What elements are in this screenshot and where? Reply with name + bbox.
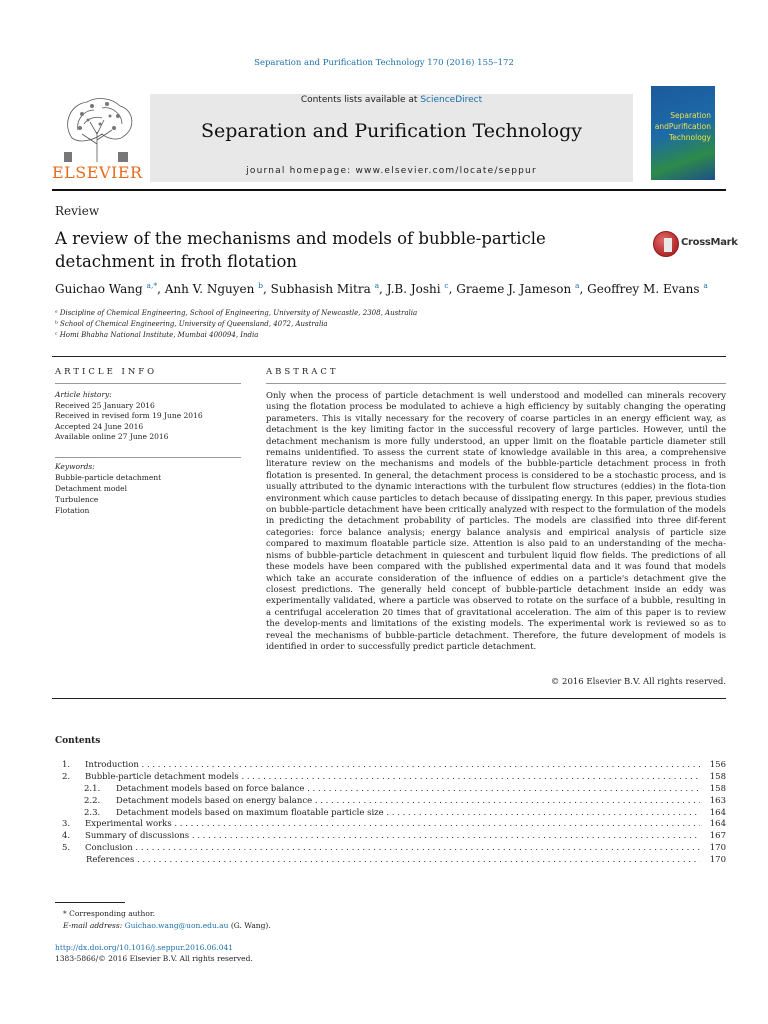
journal-title: Separation and Purification Technology — [200, 120, 582, 142]
email-suffix: (G. Wang). — [230, 920, 271, 930]
author-affiliation-mark[interactable]: a — [575, 281, 580, 290]
toc-page: 170 — [709, 843, 726, 854]
toc-entry[interactable] — [55, 843, 726, 855]
author: J.B. Joshi — [386, 282, 441, 296]
history-item: Received 25 January 2016 — [55, 400, 155, 410]
footnote — [55, 908, 271, 931]
article-info-heading: ARTICLE INFO — [55, 367, 158, 377]
divider — [55, 383, 241, 384]
doi-block — [55, 942, 253, 964]
keyword: Turbulence — [55, 495, 99, 504]
toc-title[interactable]: Detachment models based on force balance . . . — [116, 784, 700, 796]
issn-line: 1383-5866/© 2016 Elsevier B.V. All rights reserved. — [55, 954, 253, 963]
toc-entry[interactable] — [55, 796, 726, 808]
toc-number: 3. — [62, 819, 71, 830]
article-history — [55, 390, 203, 443]
toc-page: 167 — [709, 831, 726, 842]
author-list: Guichao Wang $^{a,*}$, Anh V. Nguyen $^b$, Subhasish Mitra $^a$, J.B. Joshi $^c$, Graeme J. Jameson $^a$, Geoffrey M. Evans $^a$ — [55, 281, 708, 296]
author: Geoffrey M. Evans — [587, 282, 700, 296]
abstract-copyright: © 2016 Elsevier B.V. All rights reserved. — [550, 677, 726, 687]
toc-title[interactable]: Detachment models based on maximum floatable particle size . . . — [116, 808, 700, 820]
affiliation: ᵃ Discipline of Chemical Engineering, School of Engineering, University of Newcastle, 2308, Australia — [55, 309, 418, 317]
author: Guichao Wang — [55, 282, 143, 296]
toc-title[interactable]: Conclusion . . . — [85, 843, 700, 855]
toc-number: 5. — [62, 843, 71, 854]
toc-number: 2.3. — [84, 807, 101, 818]
elsevier-logo — [52, 94, 142, 182]
journal-reference[interactable]: Separation and Purification Technology 170 (2016) 155–172 — [254, 58, 514, 68]
toc-page: 156 — [709, 760, 726, 770]
elsevier-wordmark: ELSEVIER — [52, 163, 143, 182]
journal-cover-title: Separation andPurification Technology — [654, 111, 711, 142]
contents-prefix: Contents lists available at — [300, 95, 418, 105]
divider — [52, 356, 726, 357]
divider — [55, 457, 241, 458]
homepage-url[interactable]: www.elsevier.com/locate/seppur — [355, 166, 537, 176]
affiliations — [55, 308, 417, 341]
toc-number: 2.1. — [84, 783, 101, 794]
toc-page: 163 — [709, 795, 726, 806]
toc-title[interactable]: Detachment models based on energy balance . . . — [116, 796, 700, 808]
author-affiliation-mark[interactable]: b — [258, 281, 264, 290]
keyword: Detachment model — [55, 484, 128, 493]
keyword: Flotation — [55, 506, 90, 515]
history-title: Article history: — [55, 390, 112, 399]
toc-page: 158 — [709, 783, 726, 794]
toc-entry[interactable] — [55, 772, 726, 784]
corresponding-author-note: * Corresponding author. — [63, 909, 156, 918]
keywords — [55, 461, 161, 516]
history-item: Available online 27 June 2016 — [55, 432, 169, 441]
contents-heading: Contents — [55, 736, 101, 746]
history-item: Received in revised form 19 June 2016 — [55, 411, 203, 420]
article-title: A review of the mechanisms and models of bubble-particle detachment in froth flotation — [55, 229, 546, 271]
author-affiliation-mark[interactable]: c — [444, 281, 449, 290]
header-divider — [52, 189, 726, 191]
journal-cover-image — [651, 86, 715, 180]
sciencedirect-link[interactable]: ScienceDirect — [420, 95, 483, 105]
toc-page: 164 — [709, 807, 726, 818]
crossmark-icon — [653, 231, 679, 257]
toc-number: 2.2. — [84, 795, 101, 806]
divider — [266, 383, 726, 384]
email-link[interactable]: Guichao.wang@uon.edu.au — [124, 920, 229, 930]
affiliation: ᵇ School of Chemical Engineering, University of Queensland, 4072, Australia — [55, 320, 328, 328]
abstract-heading: ABSTRACT — [266, 367, 339, 377]
toc-entry[interactable] — [55, 784, 726, 796]
author: Graeme J. Jameson — [456, 282, 572, 296]
toc-title[interactable]: Experimental works . . . — [85, 819, 700, 831]
doi-link[interactable]: http://dx.doi.org/10.1016/j.seppur.2016.06.041 — [55, 943, 234, 952]
keywords-title: Keywords: — [55, 462, 95, 471]
toc-title[interactable]: References . . . — [86, 855, 700, 867]
author-affiliation-mark[interactable]: a,* — [146, 281, 158, 290]
abstract-body: Only when the process of particle detachment is well understood and modelled can minerals recovery using the flotation process be modulated to achieve a high efficiency by suitably changing the operating parameters. This is vitally necessary for the recovery of coarse particles in an energy efficient way, as detachment is the key limiting factor in the successful recovery of large particles. However, until the detachment mechanism is more fully understood, an upper limit on the floatable particle diameter still remains unidentified. To assess the current state of knowledge available in this area, a comprehensive literature review on the mechanisms and models of the bubble-particle detachment process in froth flotation is presented. In general, the detachment process is considered to be a stochastic process, and is usually attributed to the dynamic interactions with the turbulent flow structures (eddies) in the flota-tion environment which cause particles to detach because of dissipating energy. In this paper, previous studies on bubble-particle detachment have been critically analyzed with respect to the formulation of the models in predicting the detachment probability of particles. The models are classified into three dif-ferent categories: force balance analysis; energy balance analysis and empirical analysis of particle size compared to maximum floatable particle size. Attention is also paid to an understanding of the mecha-nisms of bubble-particle detachment in quiescent and turbulent liquid flow fields. The predictions of all these models have been compared with the published experimental data and it was found that models which take an accurate consideration of the influence of eddies on a particle's detachment give the closest predictions. The generally held concept of bubble-particle detachment inside an eddy was experimentally validated, where a particle was observed to rotate on the surface of a bubble, resulting in a centrifugal acceleration 20 times that of gravitational acceleration. The aim of this paper is to review the develop-ments and limitations of the existing models. The experimental work is reviewed so as to reveal the mechanisms of bubble-particle detachment. Therefore, the future development of models is identified in order to successfully predict particle detachment. — [266, 391, 726, 652]
toc-number: 4. — [62, 831, 71, 842]
toc-entry[interactable] — [55, 808, 726, 820]
article-type: Review — [55, 204, 100, 218]
history-item: Accepted 24 June 2016 — [55, 421, 144, 431]
footnote-divider — [55, 902, 125, 903]
table-of-contents — [55, 760, 726, 867]
toc-number: 1. — [62, 760, 71, 770]
toc-page: 164 — [709, 819, 726, 830]
toc-page: 158 — [709, 771, 726, 782]
author-affiliation-mark[interactable]: a — [374, 281, 380, 290]
author-affiliation-mark[interactable]: a — [703, 281, 708, 290]
author: Anh V. Nguyen — [164, 282, 255, 296]
crossmark-button[interactable] — [651, 229, 738, 259]
contents-available-line — [150, 95, 633, 105]
toc-entry[interactable] — [55, 831, 726, 843]
toc-entry[interactable] — [55, 760, 726, 772]
affiliation: ᶜ Homi Bhabha National Institute, Mumbai 400094, India — [55, 331, 259, 339]
toc-number: 2. — [62, 771, 71, 782]
email-label: E-mail address: — [63, 920, 123, 930]
author: Subhasish Mitra — [270, 282, 371, 296]
toc-title[interactable]: Summary of discussions . . . — [85, 831, 700, 843]
homepage-prefix: journal homepage: — [246, 166, 352, 176]
toc-entry[interactable] — [55, 855, 726, 867]
tree-icon — [52, 94, 142, 164]
toc-page: 170 — [709, 855, 726, 866]
toc-title[interactable]: Bubble-particle detachment models . . . — [85, 772, 700, 784]
journal-homepage-line — [150, 166, 633, 176]
toc-title[interactable]: Introduction . . . — [85, 760, 700, 772]
toc-entry[interactable] — [55, 819, 726, 831]
keyword: Bubble-particle detachment — [55, 473, 162, 482]
crossmark-label: CrossMark — [681, 237, 738, 248]
email-line — [55, 920, 271, 932]
divider — [52, 698, 726, 699]
